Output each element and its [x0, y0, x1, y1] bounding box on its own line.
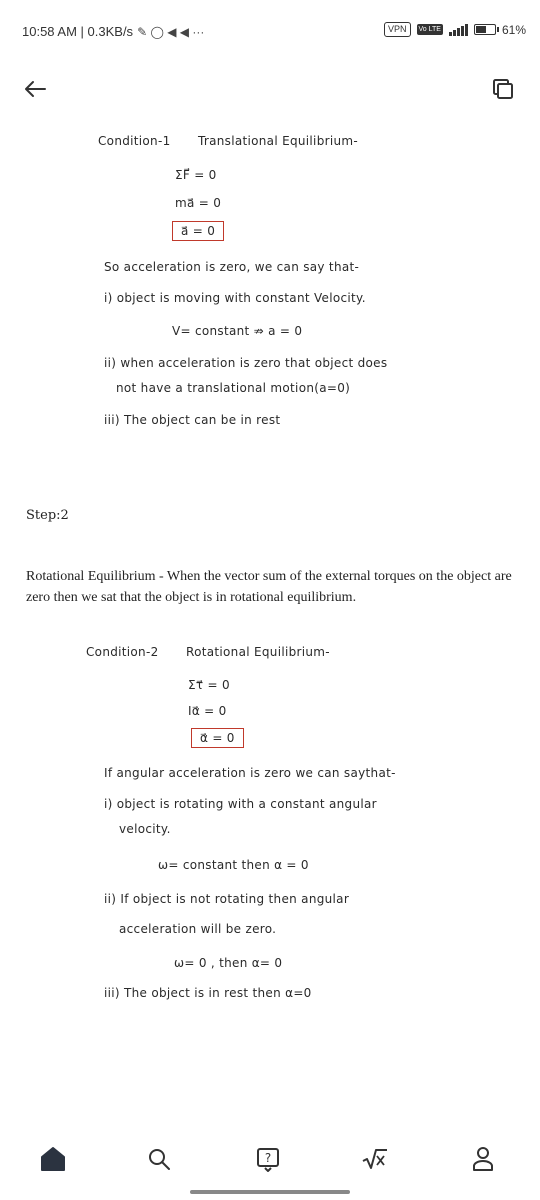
condition1-eq2: ma⃗ = 0 — [175, 196, 222, 210]
condition2-eq2: Iα⃗ = 0 — [188, 704, 227, 718]
condition1-eq1: ΣF⃗ = 0 — [175, 168, 217, 182]
nav-search[interactable] — [144, 1144, 174, 1174]
condition2-line1: If angular acceleration is zero we can saythat- — [104, 766, 396, 780]
nav-home[interactable] — [38, 1144, 68, 1174]
status-time-speed: 10:58 AM | 0.3KB/s — [22, 24, 134, 39]
condition2-heading: Condition-2 — [86, 645, 159, 659]
copy-button[interactable] — [488, 74, 518, 104]
condition1-point2a: ii) when acceleration is zero that object does — [104, 356, 388, 370]
condition1-point1: i) object is moving with constant Velocity. — [104, 291, 366, 305]
status-right — [384, 22, 526, 37]
home-icon — [40, 1146, 66, 1172]
condition2-title: Rotational Equilibrium- — [186, 645, 330, 659]
condition2-point1-eq: ω= constant then α = 0 — [158, 858, 309, 872]
signal-icon — [449, 24, 468, 36]
app-bar — [0, 62, 540, 114]
condition2-point2a: ii) If object is not rotating then angular — [104, 892, 350, 906]
step-label: Step:2 — [26, 508, 69, 523]
condition2-eq3-box: α⃗ = 0 — [191, 728, 244, 748]
condition1-point2b: not have a translational motion(a=0) — [116, 381, 351, 395]
condition1-point1-eq: V= constant ⇏ a = 0 — [172, 324, 303, 338]
home-indicator[interactable] — [190, 1190, 350, 1194]
condition1-line1: So acceleration is zero, we can say that- — [104, 260, 360, 274]
vpn-badge: VPN — [384, 22, 411, 37]
condition2-point2b: acceleration will be zero. — [119, 922, 277, 936]
condition2-point1b: velocity. — [119, 822, 171, 836]
profile-icon — [471, 1146, 495, 1172]
battery-icon — [474, 24, 496, 35]
svg-text:?: ? — [264, 1151, 272, 1165]
bottom-nav — [0, 1130, 540, 1186]
search-icon — [147, 1147, 171, 1171]
condition2-point2-eq: ω= 0 , then α= 0 — [174, 956, 283, 970]
arrow-left-icon — [24, 80, 46, 98]
nav-math[interactable] — [360, 1144, 390, 1174]
sqrt-icon — [361, 1147, 389, 1171]
condition1-point3: iii) The object can be in rest — [104, 413, 281, 427]
condition2-point3: iii) The object is in rest then α=0 — [104, 986, 312, 1000]
battery-percent: 61% — [501, 22, 526, 37]
status-left — [22, 24, 204, 39]
condition2-eq1: Στ⃗ = 0 — [188, 678, 230, 692]
notification-icons: ✎ ◯ ◀ ◀ ··· — [137, 24, 205, 39]
rotational-paragraph: Rotational Equilibrium - When the vector sum of the external torques on the object are zero then we sat that the object is in rotational equilibrium. — [26, 569, 512, 605]
condition1-eq3-box: a⃗ = 0 — [172, 221, 224, 241]
volte-badge: Vo LTE — [418, 26, 441, 33]
question-icon — [255, 1146, 281, 1172]
condition1-title: Translational Equilibrium- — [198, 134, 359, 148]
condition2-point1a: i) object is rotating with a constant angular — [104, 797, 377, 811]
status-bar — [0, 0, 540, 62]
condition1-heading: Condition-1 — [98, 134, 171, 148]
nav-profile[interactable] — [468, 1144, 498, 1174]
nav-help[interactable] — [253, 1144, 283, 1174]
copy-icon — [492, 78, 514, 100]
back-button[interactable] — [20, 74, 50, 104]
